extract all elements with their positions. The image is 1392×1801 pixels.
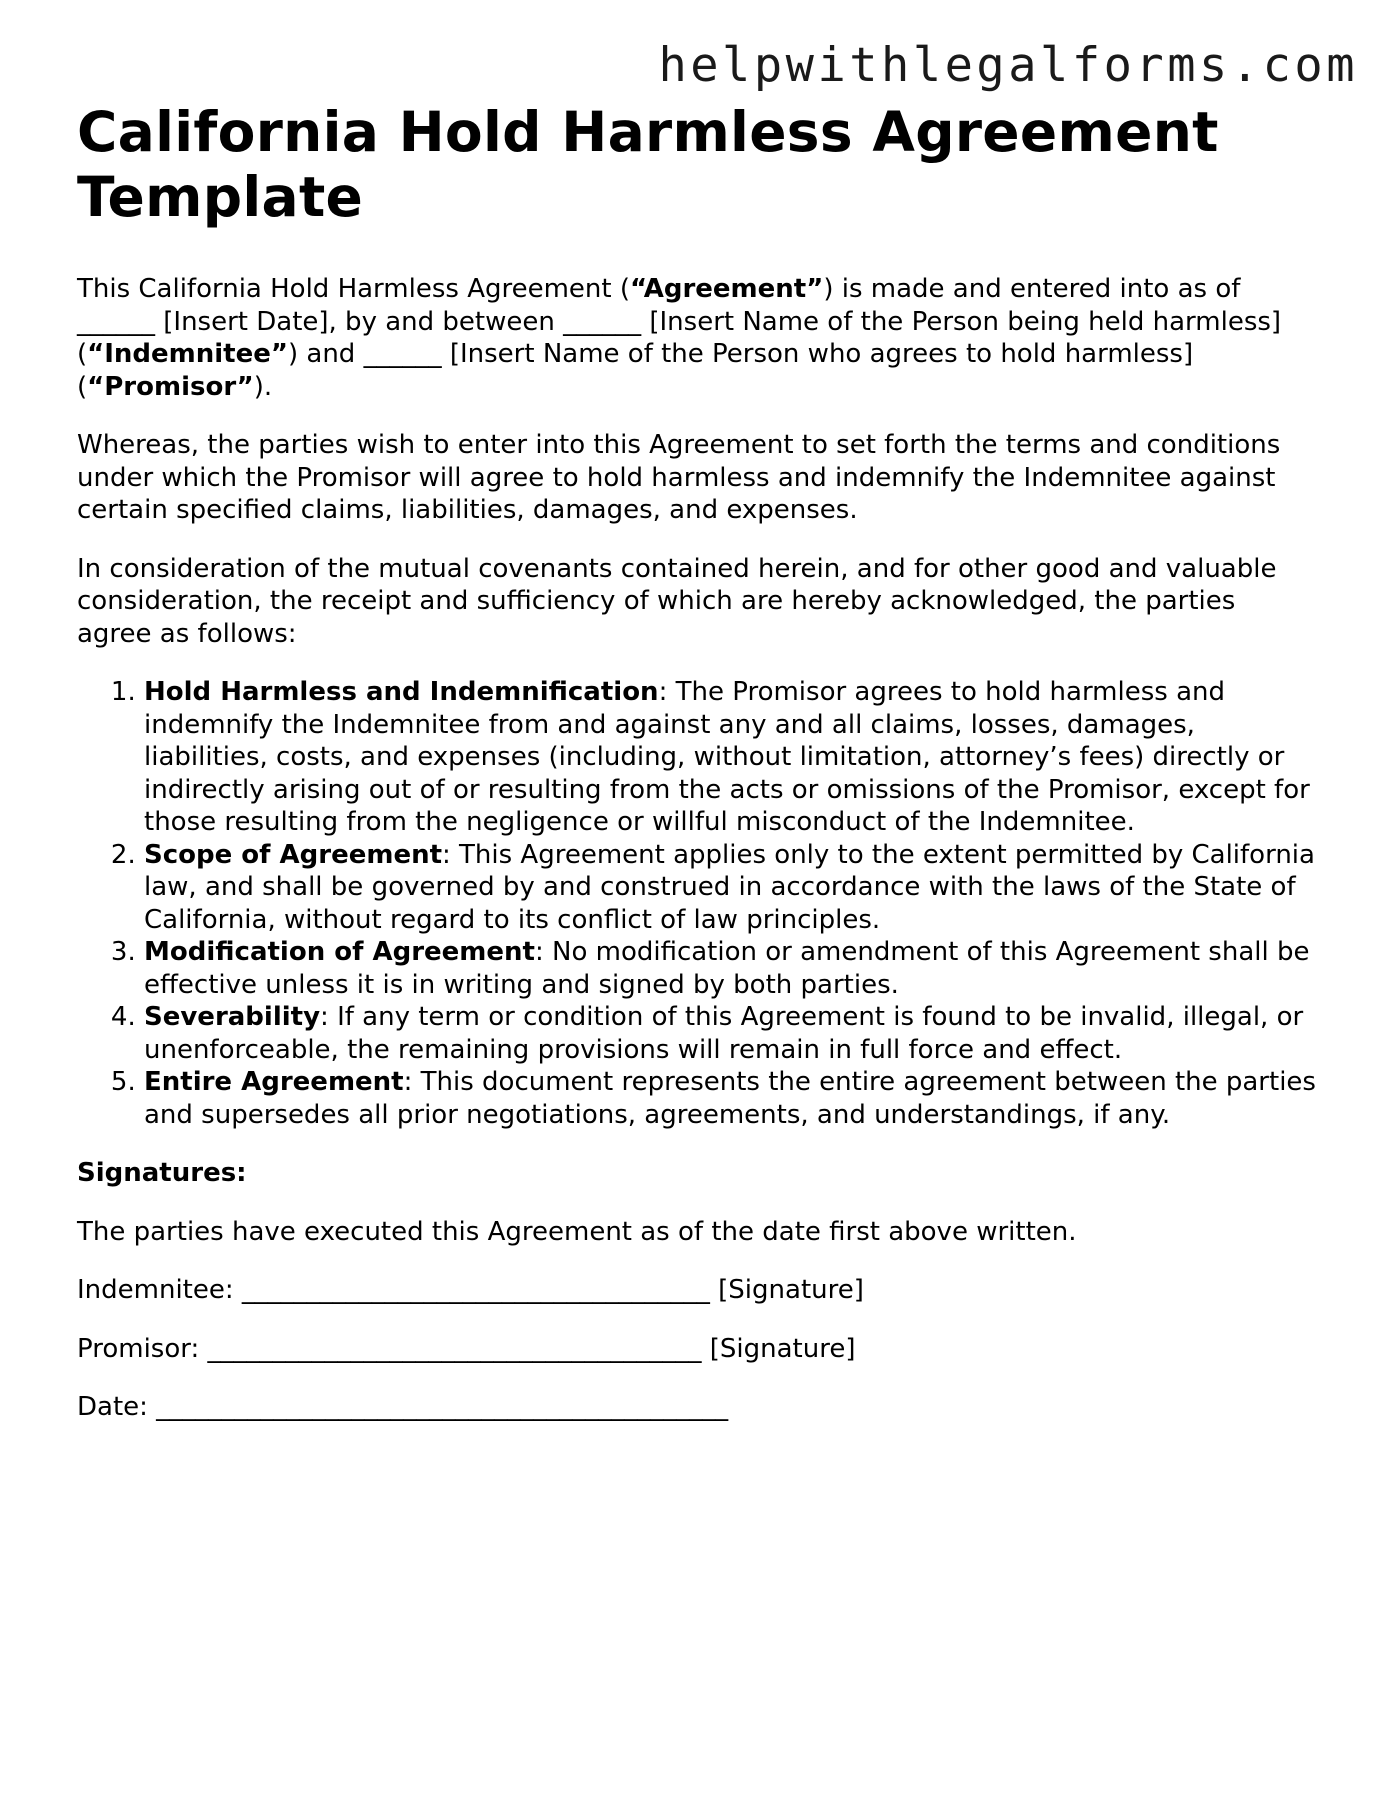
indemnitee-signature-line: Indemnitee: ____________________________________ [Signature]: [77, 1275, 864, 1305]
clause-heading: Scope of Agreement: [144, 839, 443, 870]
clauses-list: [77, 676, 1317, 1131]
clause-item: [144, 676, 1317, 839]
indemnitee-defined-term: “Indemnitee”: [87, 339, 288, 369]
consideration-paragraph: In consideration of the mutual covenants contained herein, and for other good and valuable consideration, the receipt and sufficiency of which are hereby acknowledged, the parties agree as follows:: [77, 553, 1277, 649]
clause-text: : If any term or condition of this Agreement is found to be invalid, illegal, or unenforceable, the remaining provisions will remain in full force and effect.: [144, 1002, 1304, 1065]
document-body: [77, 273, 1317, 1424]
clause-item: [144, 936, 1317, 1001]
executed-statement: The parties have executed this Agreement as of the date first above written.: [77, 1216, 1077, 1247]
signatures-heading: Signatures:: [77, 1158, 247, 1188]
intro-text-3: ) and ______ [Insert Name of the Person who agrees to hold harmless] (: [77, 339, 1194, 402]
clause-heading: Hold Harmless and Indemnification: [144, 677, 659, 707]
intro-text-2: ) is made and entered into as of ______ [Insert Date], by and between ______ [Insert Name of the Person being held harmless] (: [77, 274, 1282, 369]
clause-heading: Severability: [144, 1002, 321, 1032]
clause-heading: Entire Agreement: [144, 1067, 404, 1097]
clause-text: : This Agreement applies only to the extent permitted by California law, and shall be governed by and construed in accordance with the laws of the State of California, without regard to its conflict of law principles.: [144, 839, 1315, 935]
site-watermark: helpwithlegalforms.com: [658, 38, 1358, 93]
clause-text: : No modification or amendment of this Agreement shall be effective unless it is in writing and signed by both parties.: [144, 937, 1310, 1000]
promisor-signature-line: Promisor: ______________________________________ [Signature]: [77, 1333, 856, 1364]
agreement-defined-term: “Agreement”: [630, 274, 824, 304]
intro-text-1: This California Hold Harmless Agreement (: [77, 274, 630, 304]
whereas-paragraph: Whereas, the parties wish to enter into this Agreement to set forth the terms and conditions under which the Promisor will agree to hold harmless and indemnify the Indemnitee against certain specified claims, liabilities, damages, and expenses.: [77, 430, 1281, 525]
clause-text: : This document represents the entire agreement between the parties and supersedes all prior negotiations, agreements, and understandings, if any.: [144, 1067, 1316, 1130]
clause-item: [144, 1001, 1317, 1066]
intro-paragraph: [77, 273, 1317, 403]
promisor-defined-term: “Promisor”: [87, 371, 254, 402]
clause-heading: Modification of Agreement: [144, 937, 535, 967]
clause-item: [144, 1066, 1317, 1131]
clause-text: : The Promisor agrees to hold harmless and indemnify the Indemnitee from and against any and all claims, losses, damages, liabilities, costs, and expenses (including, without limitation, attorney’s fees) directly or indirectly arising out of or resulting from the acts or omissions of the Promisor, except for those resulting from the negligence or willful misconduct of the Indemnitee.: [144, 677, 1310, 837]
document-title: California Hold Harmless Agreement Template: [77, 100, 1219, 229]
intro-text-4: ).: [253, 371, 273, 402]
document-content: [77, 100, 1317, 1424]
date-line: Date: ____________________________________________: [77, 1392, 729, 1422]
clause-item: [144, 839, 1317, 937]
